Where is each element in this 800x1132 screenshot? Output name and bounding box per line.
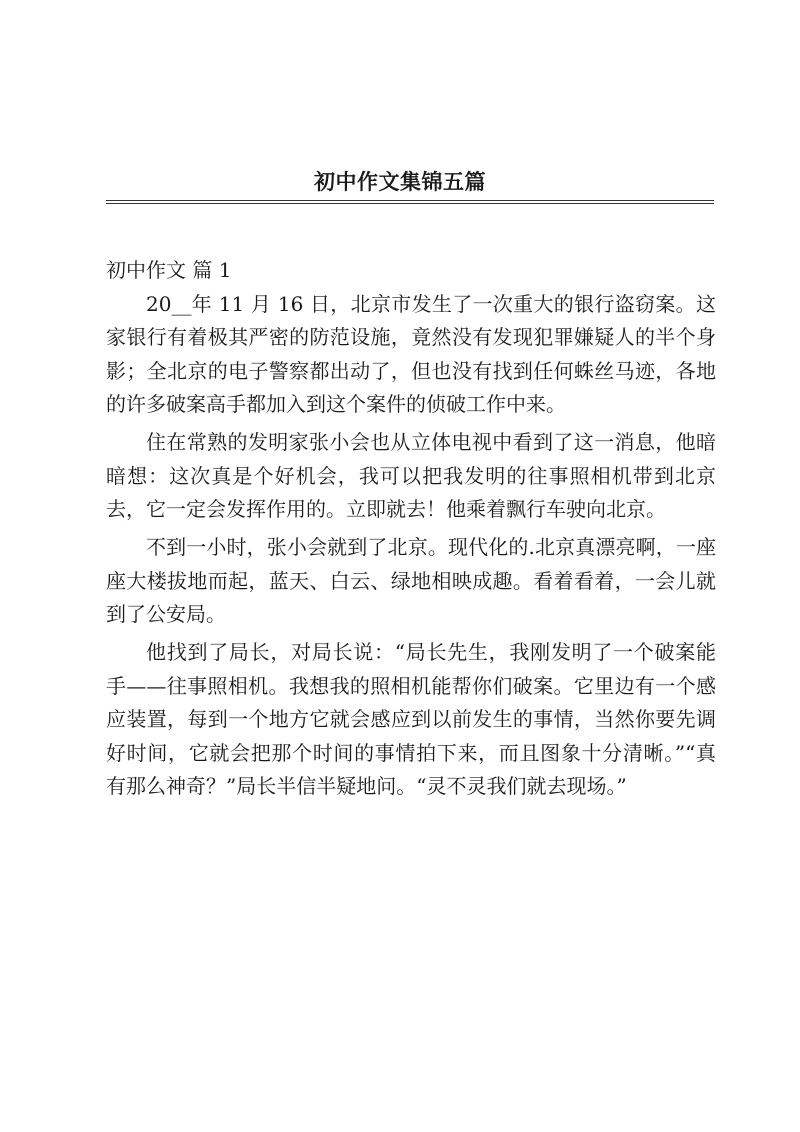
document-title: 初中作文集锦五篇: [314, 169, 486, 194]
paragraph-2: 住在常熟的发明家张小会也从立体电视中看到了这一消息，他暗暗想：这次真是个好机会，我可以把我发明的往事照相机带到北京去，它一定会发挥作用的。立即就去！他乘着飘行车驶向北京。: [106, 430, 716, 521]
paragraph-1: 20__年 11 月 16 日，北京市发生了一次重大的银行盗窃案。这家银行有着极其严密的防范设施，竟然没有发现犯罪嫌疑人的半个身影；全北京的电子警察都出动了，但也没有找到任何蛛丝马迹，各地的许多破案高手都加入到这个案件的侦破工作中来。: [106, 291, 716, 416]
document-body: [106, 254, 716, 804]
section-heading: 初中作文 篇 1: [106, 258, 232, 282]
paragraph-3: 不到一小时，张小会就到了北京。现代化的.北京真漂亮啊，一座座大楼拔地而起，蓝天、白云、绿地相映成趣。看着看着，一会儿就到了公安局。: [106, 535, 716, 626]
paragraph-4: 他找到了局长，对局长说：“局长先生，我刚发明了一个破案能手——往事照相机。我想我的照相机能帮你们破案。它里边有一个感应装置，每到一个地方它就会感应到以前发生的事情，当然你要先调好时间，它就会把那个时间的事情拍下来，而且图象十分清晰。”“真有那么神奇？”局长半信半疑地问。“灵不灵我们就去现场。”: [106, 640, 716, 798]
title-rule-bottom: [106, 203, 714, 204]
title-rule-top: [106, 200, 714, 201]
